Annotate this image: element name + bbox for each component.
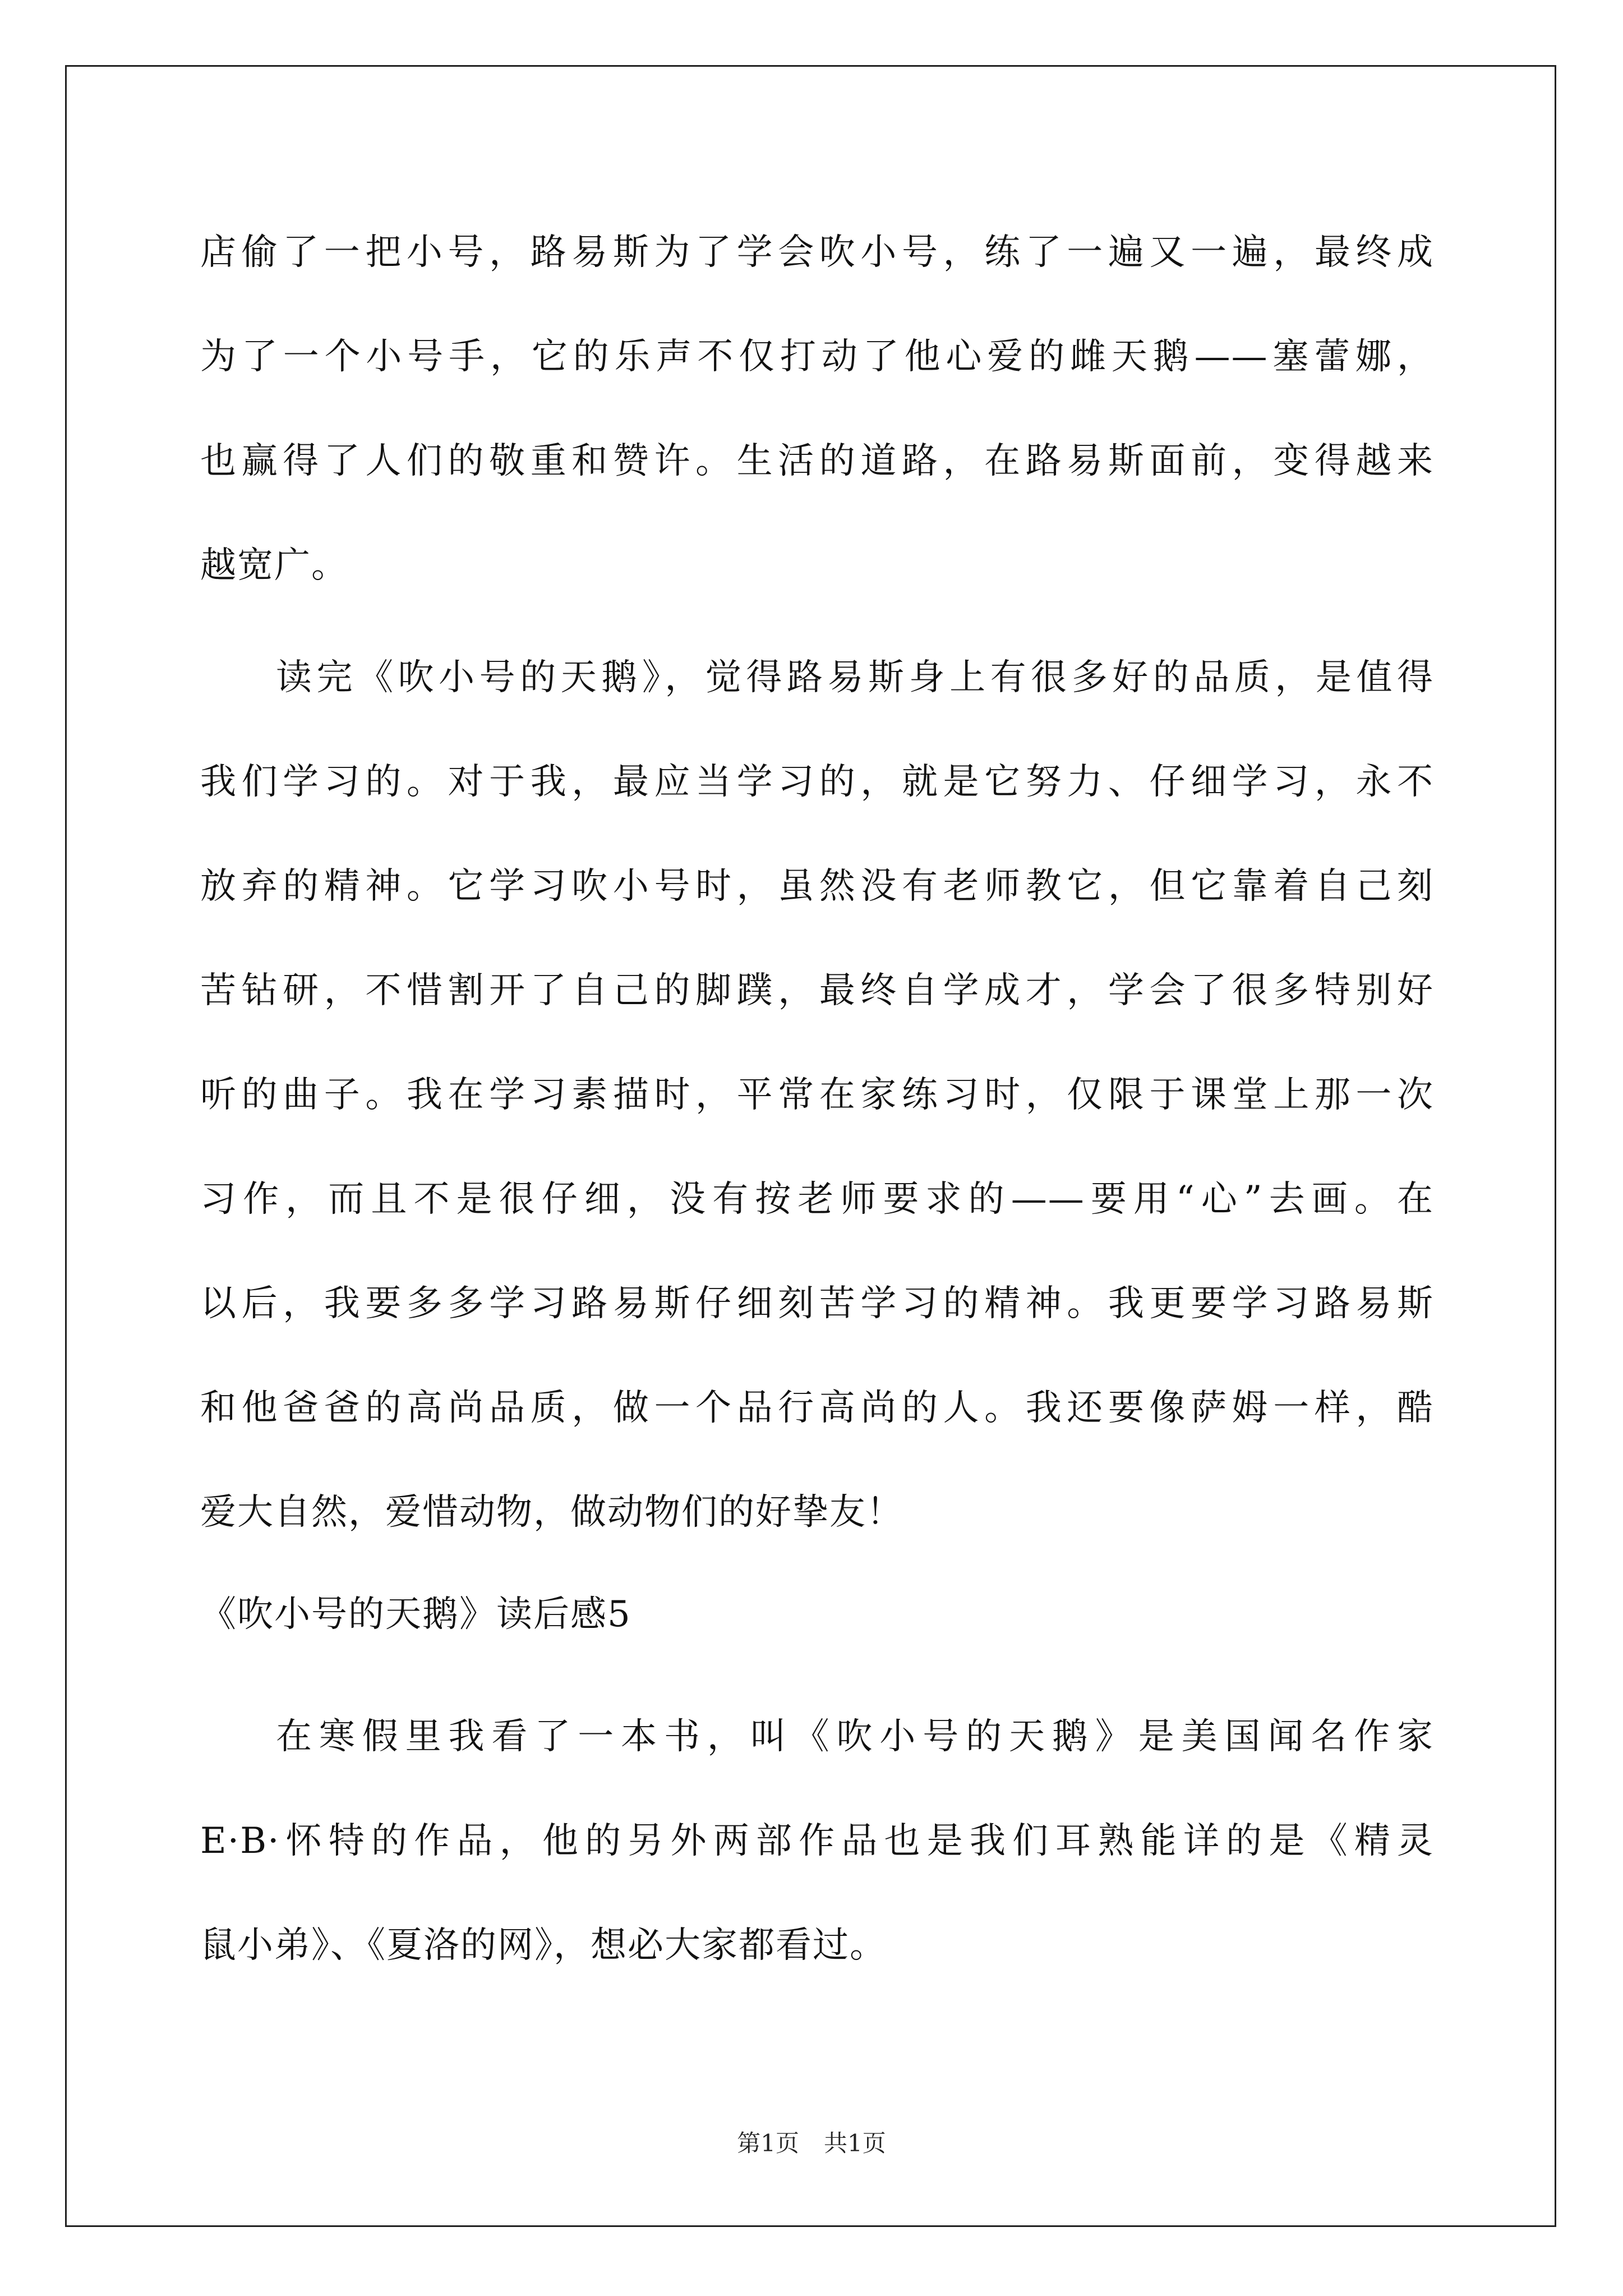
paragraph-1-line-1: 店偷了一把小号，路易斯为了学会吹小号，练了一遍又一遍，最终成 xyxy=(200,232,1434,273)
paragraph-2-line-1: 读完《吹小号的天鹅》，觉得路易斯身上有很多好的品质，是值得 xyxy=(276,657,1434,698)
paragraph-1-line-3: 也赢得了人们的敬重和赞许。生活的道路，在路易斯面前，变得越来 xyxy=(200,440,1434,482)
paragraph-2-line-2: 我们学习的。对于我，最应当学习的，就是它努力、仔细学习，永不 xyxy=(200,761,1434,803)
paragraph-3-line-2: E·B·怀特的作品，他的另外两部作品也是我们耳熟能详的是《精灵 xyxy=(200,1820,1434,1862)
page-number-total: 共1页 xyxy=(824,2129,886,2157)
paragraph-2-line-8: 和他爸爸的高尚品质，做一个品行高尚的人。我还要像萨姆一样，酷 xyxy=(200,1387,1434,1429)
paragraph-2-line-7: 以后，我要多多学习路易斯仔细刻苦学习的精神。我更要学习路易斯 xyxy=(200,1283,1434,1324)
paragraph-2-line-5: 听的曲子。我在学习素描时，平常在家练习时，仅限于课堂上那一次 xyxy=(200,1074,1434,1116)
section-heading: 《吹小号的天鹅》读后感5 xyxy=(200,1594,631,1635)
paragraph-3-line-1: 在寒假里我看了一本书，叫《吹小号的天鹅》是美国闻名作家 xyxy=(276,1716,1434,1757)
page-border xyxy=(65,65,1556,2227)
page-footer xyxy=(0,2128,1623,2159)
paragraph-2-line-6: 习作，而且不是很仔细，没有按老师要求的——要用“心”去画。在 xyxy=(200,1179,1434,1220)
paragraph-2-line-9: 爱大自然，爱惜动物，做动物们的好挚友！ xyxy=(200,1492,903,1533)
paragraph-1-line-4: 越宽广。 xyxy=(200,545,348,586)
page-number-current: 第1页 xyxy=(737,2129,799,2157)
paragraph-2-line-3: 放弃的精神。它学习吹小号时，虽然没有老师教它，但它靠着自己刻 xyxy=(200,866,1434,907)
paragraph-1-line-2: 为了一个小号手，它的乐声不仅打动了他心爱的雌天鹅——塞蕾娜， xyxy=(200,336,1434,378)
paragraph-3-line-3: 鼠小弟》、《夏洛的网》，想必大家都看过。 xyxy=(200,1925,887,1966)
paragraph-2-line-4: 苦钻研，不惜割开了自己的脚蹼，最终自学成才，学会了很多特别好 xyxy=(200,970,1434,1011)
